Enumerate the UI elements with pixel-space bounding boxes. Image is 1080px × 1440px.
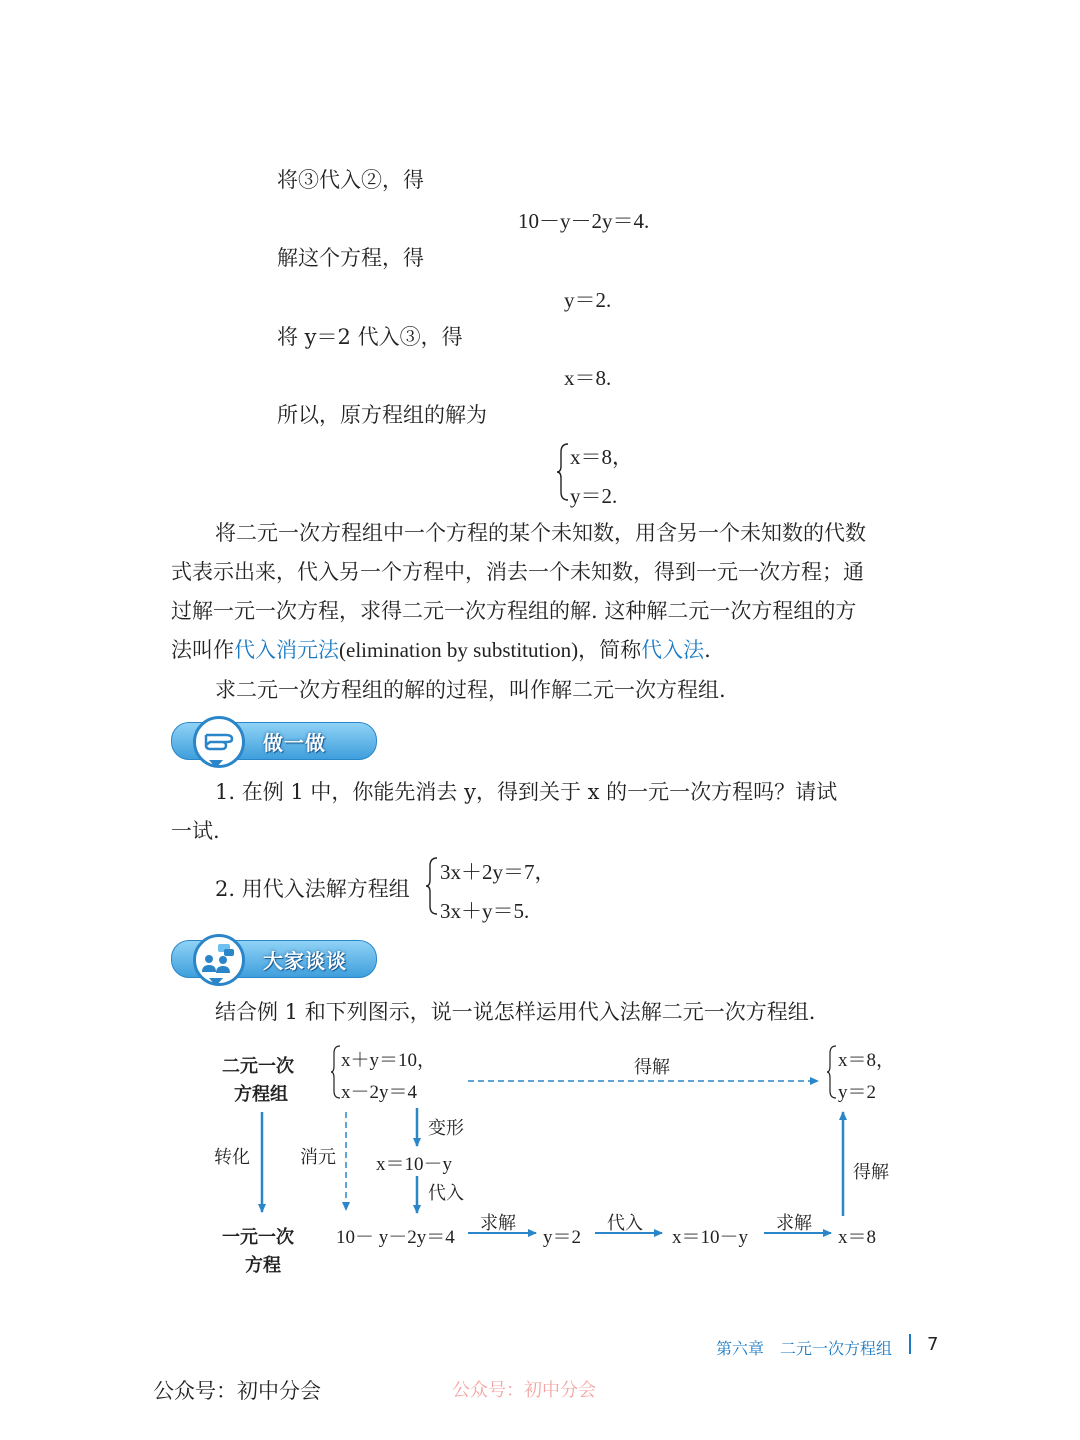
exercise-1-line-2: 一试.	[171, 819, 220, 843]
discussion-prompt: 结合例 1 和下列图示，说一说怎样运用代入法解二元一次方程组.	[215, 1000, 816, 1024]
equation-3: x＝8.	[564, 366, 612, 390]
definition-line-3: 过解一元一次方程，求得二元一次方程组的解. 这种解二元一次方程组的方	[171, 599, 857, 623]
account-label: 公众号：初中分会	[153, 1379, 321, 1403]
solve-label-top: 得解	[634, 1057, 670, 1078]
system-eq-2: x－2y＝4	[341, 1082, 418, 1103]
system-eq-1: x＋y＝10，	[341, 1050, 437, 1071]
zuo-banner-label: 做一做	[263, 731, 326, 755]
result-eq-2: y＝2	[838, 1082, 877, 1103]
definition-line-1: 将二元一次方程组中一个方程的某个未知数，用含另一个未知数的代数	[215, 521, 866, 545]
exercise-2-label: 2. 用代入法解方程组	[215, 877, 410, 901]
definition-line-2: 式表示出来，代入另一个方程中，消去一个未知数，得到一元一次方程；通	[171, 560, 864, 584]
page-number: 7	[927, 1334, 939, 1355]
system-label-line-1: 二元一次	[222, 1056, 294, 1077]
definition-text: 法叫作	[171, 638, 234, 662]
term-substitution-method: 代入法	[641, 638, 705, 662]
substitute-label-vertical: 代入	[428, 1183, 464, 1204]
solve-label-2: 求解	[776, 1213, 812, 1234]
result-eq-1: x＝8，	[838, 1050, 896, 1071]
linear-label-line-2: 方程	[245, 1255, 281, 1276]
watermark: 公众号：初中分会	[452, 1380, 596, 1401]
linear-label-line-1: 一元一次	[222, 1227, 294, 1248]
solution-y: y＝2.	[570, 484, 618, 508]
eliminate-label: 消元	[300, 1147, 336, 1168]
chapter-title: 第六章 二元一次方程组	[716, 1339, 893, 1358]
x-expression: x＝10－y	[672, 1227, 749, 1248]
definition-line-5: 求二元一次方程组的解的过程，叫作解二元一次方程组.	[215, 678, 726, 702]
x-value: x＝8	[838, 1227, 877, 1248]
solution-x: x＝8，	[570, 445, 633, 469]
exercise-2-eq-2: 3x＋y＝5.	[440, 899, 530, 923]
system-label-line-2: 方程组	[234, 1084, 288, 1105]
substitute-label-horizontal: 代入	[607, 1213, 643, 1234]
step-text-4: 所以，原方程组的解为	[277, 403, 487, 427]
y-value: y＝2	[543, 1227, 582, 1248]
bottom-equation: 10－ y－2y＝4	[336, 1227, 455, 1248]
equation-1: 10－y－2y＝4.	[518, 209, 650, 233]
transform-label: 变形	[428, 1118, 464, 1139]
step-text-3: 将 y＝2 代入③，得	[277, 325, 463, 349]
convert-label: 转化	[214, 1147, 250, 1168]
solve-label-right: 得解	[853, 1162, 889, 1183]
equation-2: y＝2.	[564, 288, 612, 312]
exercise-2-eq-1: 3x＋2y＝7，	[440, 860, 556, 884]
step-text-1: 将③代入②，得	[277, 168, 424, 192]
step-text-2: 解这个方程，得	[277, 246, 424, 270]
term-substitution-elimination: 代入消元法	[234, 638, 339, 662]
discussion-banner-label: 大家谈谈	[263, 949, 347, 973]
definition-period: .	[704, 638, 711, 662]
footer-divider	[909, 1334, 911, 1354]
solve-label-1: 求解	[480, 1213, 516, 1234]
definition-english: (elimination by substitution)，简称	[339, 638, 642, 662]
expression-x: x＝10－y	[376, 1154, 453, 1175]
exercise-1-line-1: 1. 在例 1 中，你能先消去 y，得到关于 x 的一元一次方程吗？请试	[215, 780, 838, 804]
